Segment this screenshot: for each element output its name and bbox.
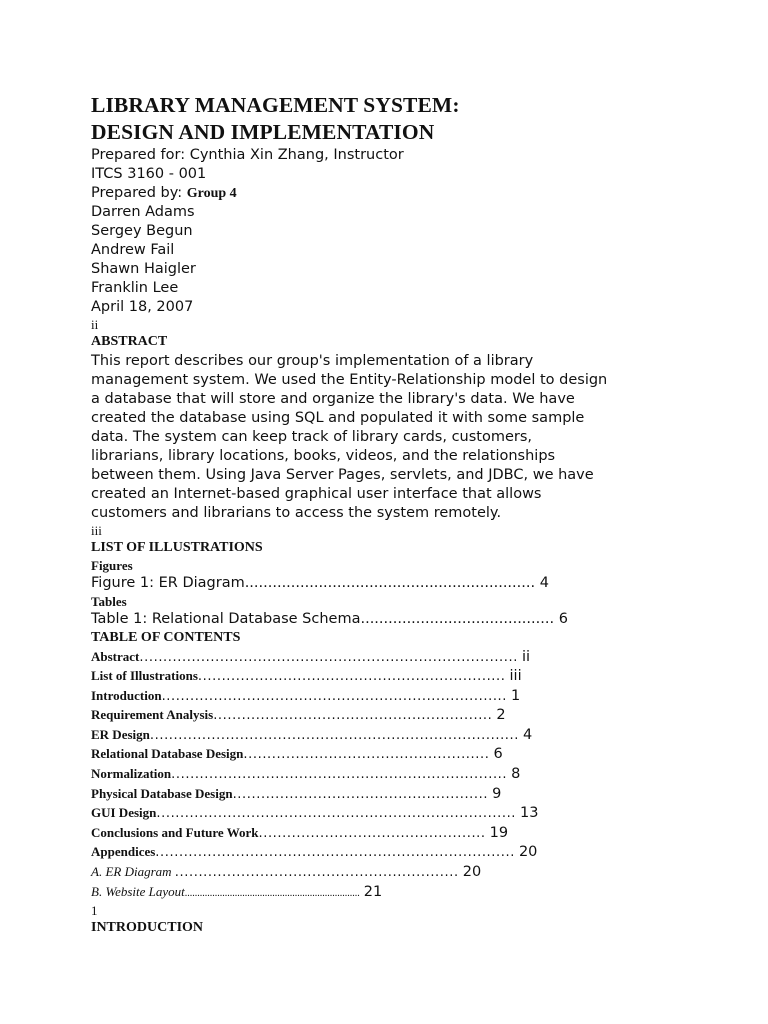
toc-entry (91, 745, 751, 765)
toc-entry-title: Relational Database Design (91, 746, 244, 762)
tables-heading: Tables (91, 594, 127, 609)
toc-entry-dots: ............................................................................ (155, 845, 515, 861)
table-entry-title: Table 1: Relational Database Schema (91, 611, 361, 627)
toc-entry-dots: ....................................................................... (171, 767, 508, 783)
toc-entry (91, 824, 751, 844)
page-marker-ii: ii (91, 317, 99, 332)
table-entry-page: 6 (558, 611, 568, 627)
toc-entry (91, 726, 751, 746)
document-page (91, 92, 751, 938)
toc-subentry (91, 883, 751, 904)
toc-entry-dots: ................................................................. (197, 669, 506, 685)
course-code: ITCS 3160 - 001 (91, 166, 207, 182)
introduction-heading: INTRODUCTION (91, 920, 204, 936)
toc-subentry (91, 863, 751, 883)
title-line-2: DESIGN AND IMPLEMENTATION (91, 120, 435, 144)
toc-entry-title: Requirement Analysis (91, 707, 214, 723)
toc-entry-page: 9 (492, 785, 502, 802)
toc-entry-page: 6 (493, 746, 503, 763)
author-name: Sergey Begun (91, 223, 193, 239)
toc-subentry-dots: ...................................................................... (184, 887, 360, 899)
abstract-line: management system. We used the Entity-Relationship model to design (91, 371, 608, 388)
toc-entry-title: Introduction (91, 687, 162, 703)
toc-entry-page: 13 (520, 805, 539, 822)
toc-entry (91, 706, 751, 726)
toc-entry-page: 20 (518, 844, 538, 861)
table-entry (91, 610, 751, 629)
toc-subentry-page: 20 (462, 864, 482, 881)
toc-entry (91, 765, 751, 785)
toc-entry-dots: .................................................... (243, 747, 490, 763)
toc-subentry-dots: ............................................................ (174, 865, 459, 881)
author-name: Darren Adams (91, 204, 195, 220)
figures-heading: Figures (91, 558, 133, 573)
toc-subentry-page: 21 (363, 883, 383, 900)
toc-subentry-title: B. Website Layout (91, 883, 185, 899)
abstract-line: librarians, library locations, books, videos, and the relationships (91, 447, 556, 464)
prepared-by-label: Prepared by: (91, 185, 183, 201)
toc-entry-dots: .............................................................................. (149, 727, 519, 743)
toc-subentry-title: A. ER Diagram (91, 864, 175, 880)
author-name: Franklin Lee (91, 280, 179, 296)
abstract-line: created an Internet-based graphical user interface that allows (91, 485, 542, 502)
document-title (91, 92, 751, 146)
abstract-line: a database that will store and organize the library's data. We have (91, 390, 575, 407)
table-entry-dots: .......................................... (360, 611, 555, 627)
abstract-line: between them. Using Java Server Pages, servlets, and JDBC, we have (91, 466, 594, 483)
toc-entry-page: 4 (523, 726, 533, 743)
toc-entry-title: Normalization (91, 766, 172, 782)
toc-entry-dots: ........................................................... (213, 708, 493, 724)
figure-entry-title: Figure 1: ER Diagram (91, 575, 245, 591)
toc-entry-page: 1 (511, 687, 521, 704)
toc-entry-dots: ................................................................................ (139, 649, 518, 665)
report-date: April 18, 2007 (91, 299, 194, 315)
toc-entry-title: GUI Design (91, 805, 157, 821)
author-list (91, 203, 751, 298)
figure-entry-dots: ............................................................... (244, 575, 536, 591)
toc-entry-dots: ......................................................................... (161, 688, 508, 704)
abstract-line: customers and librarians to access the system remotely. (91, 504, 502, 521)
toc-heading: TABLE OF CONTENTS (91, 630, 241, 645)
author-name: Shawn Haigler (91, 261, 196, 277)
page-marker-1: 1 (91, 903, 98, 919)
toc-entry-page: ii (521, 648, 531, 665)
table-of-contents (91, 648, 751, 904)
toc-entry (91, 843, 751, 863)
figure-entry (91, 574, 751, 593)
prepared-by (91, 184, 751, 203)
toc-entry-title: Abstract (91, 648, 140, 664)
illustrations-heading: LIST OF ILLUSTRATIONS (91, 539, 263, 555)
toc-entry-page: 19 (489, 824, 509, 841)
toc-entry-title: Physical Database Design (91, 785, 233, 801)
prepared-by-group: Group 4 (186, 186, 237, 201)
prepared-for: Prepared for: Cynthia Xin Zhang, Instructor (91, 147, 404, 163)
toc-entry-title: Appendices (91, 844, 156, 860)
toc-entry (91, 667, 751, 687)
abstract-heading: ABSTRACT (91, 334, 168, 349)
page-marker-iii: iii (91, 522, 102, 538)
toc-entry (91, 785, 751, 805)
title-line-1: LIBRARY MANAGEMENT SYSTEM: (91, 93, 460, 117)
toc-entry-title: Conclusions and Future Work (91, 824, 259, 840)
toc-entry (91, 648, 751, 668)
toc-entry (91, 804, 751, 824)
abstract-line: data. The system can keep track of library cards, customers, (91, 428, 533, 445)
toc-entry-page: 2 (496, 707, 506, 724)
toc-entry (91, 687, 751, 707)
abstract-text (91, 352, 651, 523)
toc-entry-dots: ............................................................................ (156, 806, 517, 822)
toc-entry-dots: ...................................................... (232, 786, 489, 802)
toc-entry-dots: ................................................ (258, 825, 486, 841)
toc-entry-page: iii (509, 668, 522, 685)
toc-entry-title: ER Design (91, 726, 150, 742)
abstract-line: created the database using SQL and populated it with some sample (91, 409, 585, 426)
author-name: Andrew Fail (91, 242, 175, 258)
figure-entry-page: 4 (539, 575, 549, 591)
toc-entry-page: 8 (511, 766, 521, 783)
abstract-line: This report describes our group's implementation of a library (91, 352, 534, 369)
toc-entry-title: List of Illustrations (91, 668, 198, 684)
